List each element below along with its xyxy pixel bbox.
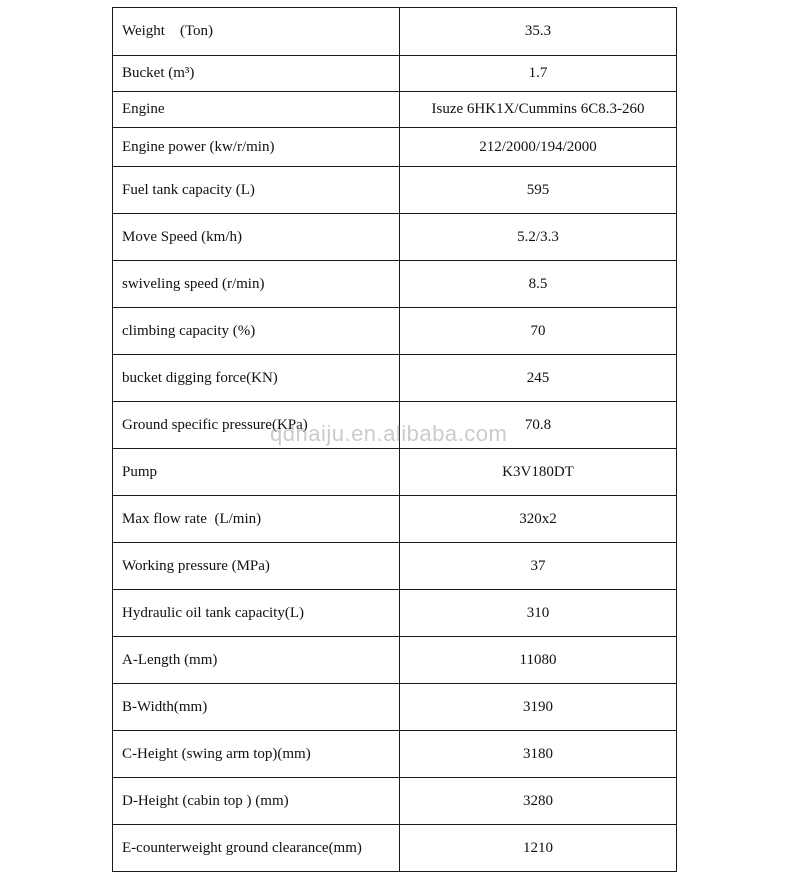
table-row <box>113 731 677 778</box>
spec-label: D-Height (cabin top ) (mm) <box>113 778 400 825</box>
table-row <box>113 778 677 825</box>
spec-label: Fuel tank capacity (L) <box>113 167 400 214</box>
spec-value: Isuze 6HK1X/Cummins 6C8.3-260 <box>400 92 677 128</box>
spec-value: 70 <box>400 308 677 355</box>
table-row <box>113 92 677 128</box>
table-row <box>113 167 677 214</box>
table-row <box>113 56 677 92</box>
spec-label: Move Speed (km/h) <box>113 214 400 261</box>
spec-label: C-Height (swing arm top)(mm) <box>113 731 400 778</box>
table-row <box>113 684 677 731</box>
table-row <box>113 402 677 449</box>
spec-value: 35.3 <box>400 8 677 56</box>
spec-label: Max flow rate (L/min) <box>113 496 400 543</box>
spec-value: 3190 <box>400 684 677 731</box>
watermark: qdhaiju.en.alibaba.com <box>270 421 508 446</box>
table-row <box>113 8 677 56</box>
table-row <box>113 355 677 402</box>
spec-value: 310 <box>400 590 677 637</box>
spec-label: A-Length (mm) <box>113 637 400 684</box>
table-row <box>113 128 677 167</box>
table-row <box>113 214 677 261</box>
spec-value: 70.8 <box>400 402 677 449</box>
spec-value: 37 <box>400 543 677 590</box>
spec-label: E-counterweight ground clearance(mm) <box>113 825 400 872</box>
spec-label: Ground specific pressure(KPa) <box>113 402 400 449</box>
spec-value: 595 <box>400 167 677 214</box>
spec-label: swiveling speed (r/min) <box>113 261 400 308</box>
table-row <box>113 308 677 355</box>
spec-value: 8.5 <box>400 261 677 308</box>
spec-label: Weight (Ton) <box>113 8 400 56</box>
spec-value: 1210 <box>400 825 677 872</box>
table-row <box>113 637 677 684</box>
spec-label: Engine power (kw/r/min) <box>113 128 400 167</box>
table-row <box>113 543 677 590</box>
spec-label: Working pressure (MPa) <box>113 543 400 590</box>
spec-table <box>112 7 677 872</box>
table-row <box>113 590 677 637</box>
table-row <box>113 825 677 872</box>
spec-value: 245 <box>400 355 677 402</box>
table-row <box>113 496 677 543</box>
spec-value: 3180 <box>400 731 677 778</box>
spec-label: climbing capacity (%) <box>113 308 400 355</box>
spec-value: K3V180DT <box>400 449 677 496</box>
spec-label: Hydraulic oil tank capacity(L) <box>113 590 400 637</box>
spec-value: 212/2000/194/2000 <box>400 128 677 167</box>
table-row <box>113 449 677 496</box>
spec-label: B-Width(mm) <box>113 684 400 731</box>
spec-value: 3280 <box>400 778 677 825</box>
spec-label: bucket digging force(KN) <box>113 355 400 402</box>
spec-value: 11080 <box>400 637 677 684</box>
spec-label: Engine <box>113 92 400 128</box>
spec-value: 5.2/3.3 <box>400 214 677 261</box>
spec-label: Bucket (m³) <box>113 56 400 92</box>
table-row <box>113 261 677 308</box>
spec-value: 320x2 <box>400 496 677 543</box>
spec-value: 1.7 <box>400 56 677 92</box>
spec-label: Pump <box>113 449 400 496</box>
